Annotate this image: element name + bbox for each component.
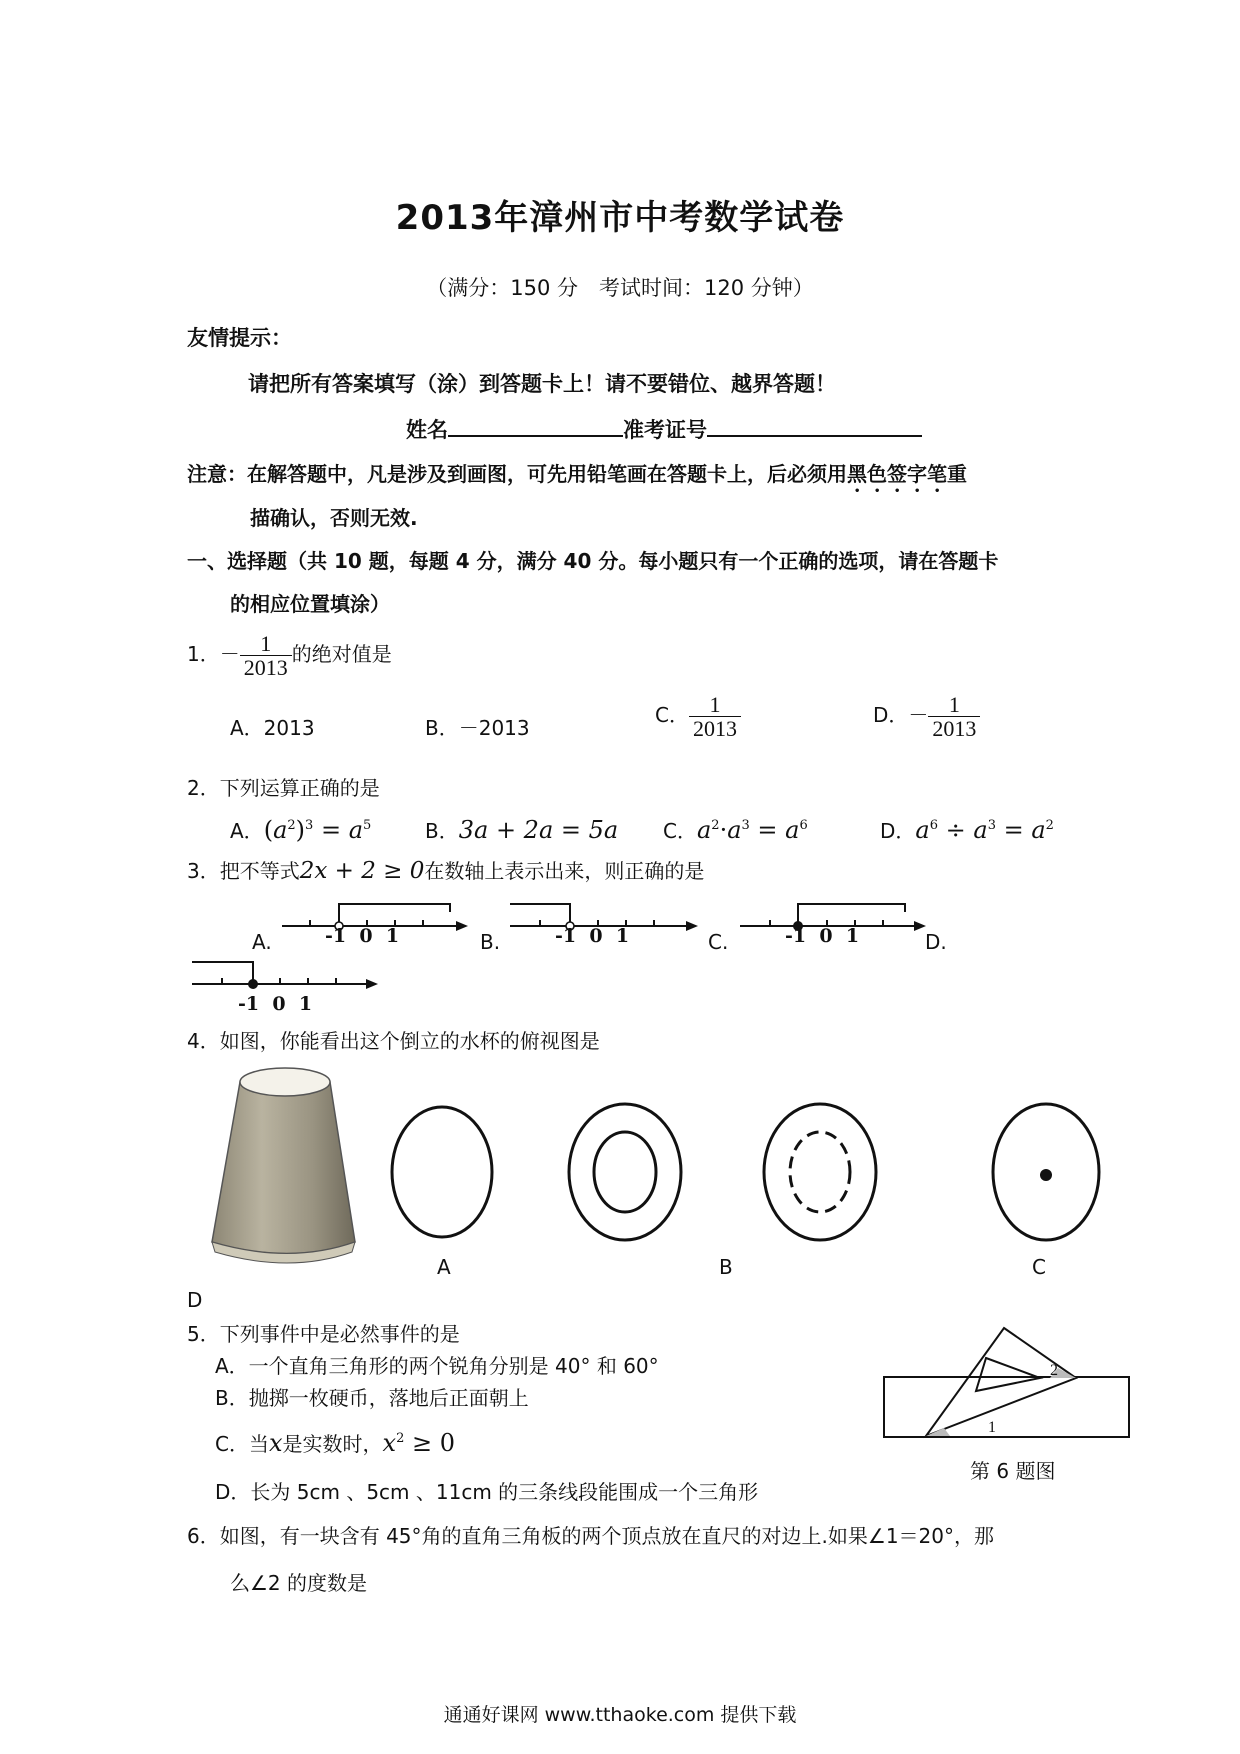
number-line-figures: [0, 890, 1240, 1020]
figure-6-caption: 第 6 题图: [970, 1459, 1056, 1483]
tip-body: 请把所有答案填写（涂）到答题卡上！请不要错位、越界答题！: [248, 372, 836, 396]
option-c-dashed-circle: [790, 1132, 850, 1212]
note-prefix: 注意：在解答题中，凡是涉及到画图，可先用铅笔画在答题卡上，后必须用: [187, 462, 847, 486]
name-label: 姓名: [406, 418, 448, 442]
q5-option-a: A．一个直角三角形的两个锐角分别是 40° 和 60°: [215, 1354, 659, 1378]
number-line-c-ticks: -1 0 1: [785, 925, 860, 947]
cup-picture: [212, 1068, 355, 1263]
q1-option-a: A．2013: [230, 716, 315, 740]
q3-label-b: B.: [480, 930, 501, 954]
note-line-2: 描确认，否则无效.: [250, 506, 418, 530]
q4-label-b: B: [719, 1255, 733, 1279]
q2-option-a: A．$(a^2)^3 = a^5$: [230, 816, 372, 844]
exam-info: （满分：150 分 考试时间：120 分钟）: [426, 276, 814, 300]
option-c-outer-circle: [764, 1104, 876, 1240]
question-6-line-2: 么∠2 的度数是: [230, 1571, 368, 1595]
q5-option-d: D．长为 5cm 、5cm 、11cm 的三条线段能围成一个三角形: [215, 1480, 759, 1504]
number-line-a-ticks: -1 0 1: [325, 925, 400, 947]
option-a-circle: [392, 1107, 492, 1237]
fraction: $\frac{1}{2013}$: [240, 632, 292, 679]
name-field: [406, 414, 922, 444]
set-square: [926, 1328, 1076, 1436]
id-blank[interactable]: [707, 415, 922, 437]
note-line-1: [187, 458, 967, 497]
note-suffix: 重: [947, 462, 967, 486]
q4-label-d: D: [187, 1288, 203, 1312]
question-2-stem: 2．下列运算正确的是: [187, 776, 380, 800]
option-d-dot: [1040, 1169, 1052, 1181]
tip-heading: 友情提示：: [187, 326, 292, 350]
q4-label-c: C: [1032, 1255, 1046, 1279]
q1-option-b: B．－2013: [425, 716, 530, 740]
q1-option-d: D．－ $\frac{1}{2013}$: [873, 693, 980, 740]
section-1-heading: 一、选择题（共 10 题，每题 4 分，满分 40 分。每小题只有一个正确的选项，请在答题卡: [187, 549, 999, 573]
angle-1-label: 1: [988, 1419, 996, 1436]
cup-figures: [0, 1060, 1240, 1275]
set-square-cutout: [976, 1358, 1040, 1391]
q4-label-a: A: [437, 1255, 451, 1279]
q5-option-b: B．抛掷一枚硬币，落地后正面朝上: [215, 1386, 529, 1410]
option-b-inner-circle: [594, 1132, 656, 1212]
q3-label-a: A.: [252, 930, 272, 954]
q1-option-c: C． $\frac{1}{2013}$: [655, 693, 741, 740]
note-emphasis: 黑色签字笔: [847, 462, 947, 486]
question-6-line-1: 6．如图，有一块含有 45°角的直角三角板的两个顶点放在直尺的对边上.如果∠1＝20°，那: [187, 1524, 994, 1548]
question-6-figure: [880, 1320, 1140, 1450]
ruler: [884, 1377, 1129, 1437]
q3-label-c: C.: [708, 930, 729, 954]
footer-source: 通通好课网 www.tthaoke.com 提供下载: [443, 1704, 797, 1726]
option-b-outer-circle: [569, 1104, 681, 1240]
number-line-d-ticks: -1 0 1: [238, 993, 313, 1015]
number-line-d: [192, 962, 378, 989]
q5-option-c: C．当x是实数时，$x^2 \ge 0$: [215, 1429, 455, 1457]
q2-option-d: D．$a^6 \div a^3 = a^2$: [880, 816, 1054, 844]
number-line-b-ticks: -1 0 1: [555, 925, 630, 947]
name-blank[interactable]: [448, 415, 623, 437]
question-1-stem: 1．－ $\frac{1}{2013}$ 的绝对值是: [187, 631, 392, 681]
section-1-heading-cont: 的相应位置填涂）: [230, 592, 390, 616]
question-4-stem: 4．如图，你能看出这个倒立的水杯的俯视图是: [187, 1029, 600, 1053]
question-5-stem: 5．下列事件中是必然事件的是: [187, 1322, 460, 1346]
q3-label-d: D.: [925, 930, 947, 954]
angle-2-label: 2: [1050, 1362, 1058, 1379]
id-label: 准考证号: [623, 418, 707, 442]
q2-option-b: B．3a + 2a = 5a: [425, 816, 619, 844]
page-title: 2013年漳州市中考数学试卷: [395, 198, 845, 238]
q2-option-c: C．$a^2\cdot a^3 = a^6$: [663, 816, 808, 844]
question-3-stem: 3．把不等式2x + 2 ≥ 0在数轴上表示出来，则正确的是: [187, 858, 705, 884]
